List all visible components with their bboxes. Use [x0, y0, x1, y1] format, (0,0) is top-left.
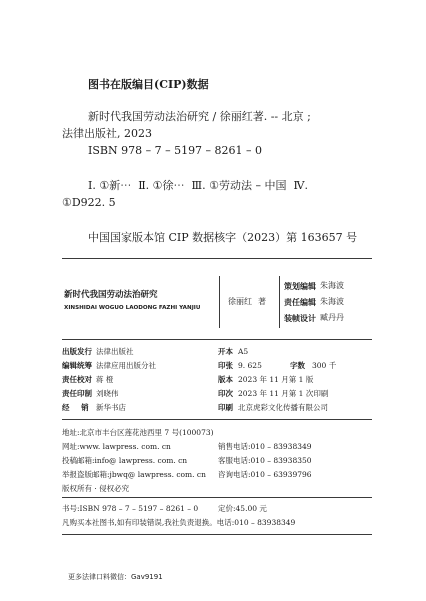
pub-value: 法律应用出版分社: [96, 361, 156, 370]
cip-title-line-1: 新时代我国劳动法治研究 / 徐丽红著. -- 北京 ;: [88, 110, 311, 123]
pub-value: 刘晓伟: [96, 389, 119, 398]
editor-label: 策划编辑: [284, 281, 316, 291]
pub-label: 印刷: [218, 403, 233, 412]
pub-value: 新华书店: [96, 403, 126, 412]
price: 定价:45.00 元: [218, 504, 267, 513]
pub-value: 北京虎彩文化传播有限公司: [238, 403, 328, 412]
editor-value: 朱海波: [320, 281, 344, 290]
pub-value: A5: [238, 347, 249, 356]
cip-record-number: 中国国家版本馆 CIP 数据核字（2023）第 163657 号: [88, 231, 358, 244]
editor-label: 责任编辑: [284, 297, 316, 307]
divider-vertical-1: [219, 276, 220, 328]
cip-classification-line-2: ①D922. 5: [62, 196, 116, 209]
pub-label: 编辑统筹: [62, 361, 92, 370]
pub-value: 蒋 橙: [96, 375, 114, 384]
pub-label: 责任校对: [62, 375, 92, 384]
editor-value: 臧丹丹: [320, 313, 344, 322]
divider-contact-bottom: [62, 497, 372, 498]
pub-value: 9. 625: [238, 361, 262, 370]
book-title-pinyin: XINSHIDAI WOGUO LAODONG FAZHI YANJIU: [64, 305, 201, 311]
editor-value: 朱海波: [320, 297, 344, 306]
contact-submission-email: 投稿邮箱:info@ lawpress. com. cn: [62, 456, 188, 465]
pub-label: 经 销: [62, 403, 89, 412]
contact-address: 地址:北京市丰台区莲花池西里 7 号(100073): [62, 428, 214, 437]
author-role: 著: [258, 297, 266, 306]
return-notice: 凡购买本社图书,如有印装错误,我社负责退换。电话:010 – 83938349: [62, 518, 296, 527]
pub-label: 责任印制: [62, 389, 92, 398]
watermark-text: 更多法律口料微信：Gav9191: [68, 573, 163, 581]
divider-top: [62, 258, 372, 259]
divider-footer-bottom: [62, 534, 372, 535]
contact-website: 网址:www. lawpress. com. cn: [62, 442, 171, 451]
divider-vertical-2: [279, 276, 280, 328]
contact-piracy-email: 举报盗版邮箱:jbwq@ lawpress. com. cn: [62, 470, 206, 479]
cip-isbn: ISBN 978 – 7 – 5197 – 8261 – 0: [88, 144, 263, 157]
pub-value: 300 千: [312, 361, 337, 370]
cip-heading: 图书在版编目(CIP)数据: [88, 78, 209, 91]
pub-label: 印次: [218, 389, 233, 398]
pub-label: 出版发行: [62, 347, 92, 356]
pub-label: 版本: [218, 375, 233, 384]
pub-value: 2023 年 11 月第 1 版: [238, 375, 314, 384]
divider-box-bottom: [62, 339, 372, 340]
cip-title-line-2: 法律出版社, 2023: [62, 127, 152, 140]
pub-value: 法律出版社: [96, 347, 134, 356]
pub-label: 字数: [290, 361, 305, 370]
contact-service-phone: 客服电话:010 – 83938350: [218, 456, 312, 465]
pub-label: 印张: [218, 361, 233, 370]
pub-value: 2023 年 11 月第 1 次印刷: [238, 389, 329, 398]
pub-label: 开本: [218, 347, 233, 356]
contact-sales-phone: 销售电话:010 – 83938349: [218, 442, 312, 451]
contact-inquiry-phone: 咨询电话:010 – 63939796: [218, 470, 312, 479]
cip-classification-line-1: Ⅰ. ①新⋯ Ⅱ. ①徐⋯ Ⅲ. ①劳动法 – 中国 Ⅳ.: [88, 179, 308, 192]
author-name: 徐丽红: [228, 297, 252, 306]
book-title: 新时代我国劳动法治研究: [64, 290, 158, 300]
book-number: 书号:ISBN 978 – 7 – 5197 – 8261 – 0: [62, 504, 199, 513]
copyright-notice: 版权所有 · 侵权必究: [62, 484, 130, 493]
divider-pub-bottom: [62, 419, 372, 420]
editor-label: 装帧设计: [284, 313, 316, 323]
